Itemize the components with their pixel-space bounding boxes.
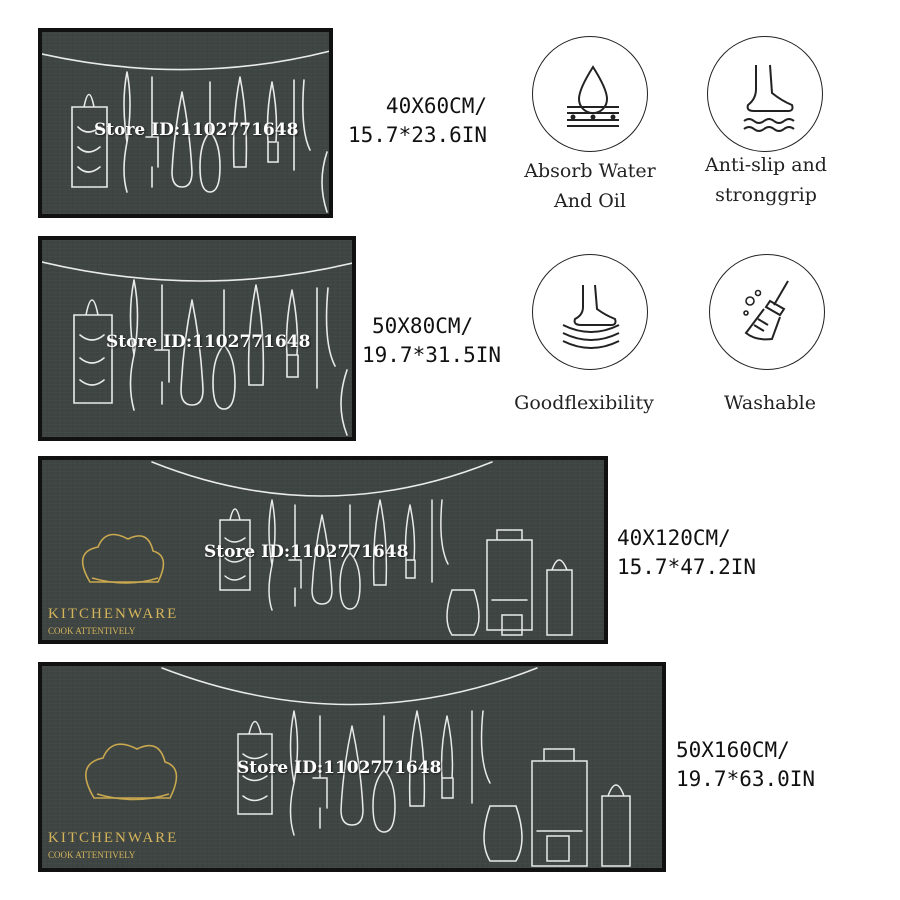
brand-tagline: COOK ATTENTIVELY: [48, 850, 136, 860]
feature-label-washable: Washable: [723, 392, 816, 414]
brand-name: KITCHENWARE: [48, 606, 179, 622]
chef-hat-icon: [83, 535, 164, 584]
brand-tagline: COOK ATTENTIVELY: [48, 626, 136, 636]
foot-flex-icon: [532, 254, 648, 370]
mat-50x160: [38, 662, 666, 872]
feature-label-absorb: Absorb Water And Oil: [524, 160, 656, 212]
store-watermark: Store ID:1102771648: [204, 542, 409, 562]
mat-40x60: [38, 28, 333, 218]
brush-wash-icon: [709, 254, 825, 370]
size-label-40x60: 40X60CM/ 15.7*23.6IN: [348, 94, 488, 147]
foot-grip-icon: [707, 36, 823, 152]
feature-label-antislip: Anti-slip and stronggrip: [705, 154, 827, 206]
water-drop-icon: [532, 36, 648, 152]
store-watermark: Store ID:1102771648: [106, 332, 311, 352]
store-watermark: Store ID:1102771648: [237, 758, 442, 778]
size-label-50x80: 50X80CM/ 19.7*31.5IN: [362, 314, 502, 367]
chef-hat-icon: [86, 744, 177, 799]
mat-40x120: [38, 456, 608, 644]
size-label-50x160: 50X160CM/ 19.7*63.0IN: [676, 738, 816, 791]
feature-label-flexibility: Goodflexibility: [514, 392, 654, 414]
brand-name: KITCHENWARE: [48, 830, 179, 846]
mat-50x80: [38, 236, 356, 441]
store-watermark: Store ID:1102771648: [94, 120, 299, 140]
size-label-40x120: 40X120CM/ 15.7*47.2IN: [617, 526, 757, 579]
